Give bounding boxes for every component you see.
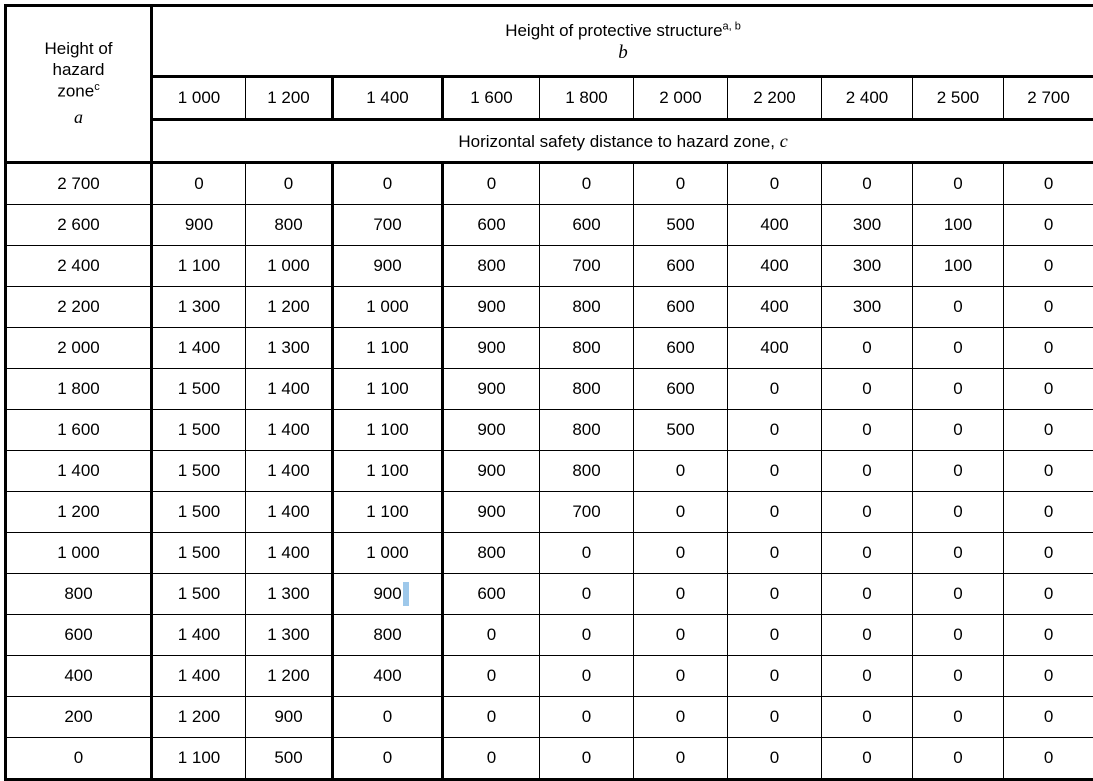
data-cell[interactable]: 900: [443, 328, 540, 369]
table-row: [6, 656, 1093, 697]
data-cell[interactable]: 100: [913, 246, 1004, 287]
data-cell[interactable]: 0: [634, 163, 728, 205]
data-cell[interactable]: 0: [822, 328, 913, 369]
column-header-2: 1 400: [333, 77, 443, 120]
data-cell[interactable]: 0: [728, 369, 822, 410]
data-cell[interactable]: 1 100: [333, 492, 443, 533]
data-cell[interactable]: 1 400: [246, 369, 333, 410]
table-row: [6, 163, 1093, 205]
data-cell[interactable]: 0: [913, 615, 1004, 656]
data-cell[interactable]: 1 500: [152, 369, 246, 410]
data-cell[interactable]: 500: [634, 205, 728, 246]
data-cell[interactable]: 0: [728, 410, 822, 451]
table-row: [6, 246, 1093, 287]
safety-distance-table-container: [0, 4, 1093, 737]
data-cell[interactable]: 1 100: [152, 738, 246, 780]
data-cell[interactable]: 1 100: [333, 328, 443, 369]
row-header-cell: 1 200: [6, 492, 152, 533]
data-cell[interactable]: 400: [728, 287, 822, 328]
data-cell[interactable]: 0: [634, 492, 728, 533]
data-cell[interactable]: 300: [822, 205, 913, 246]
data-cell[interactable]: 0: [728, 697, 822, 738]
data-cell[interactable]: 0: [1004, 656, 1093, 697]
data-cell[interactable]: 400: [728, 205, 822, 246]
row-axis-header-line3: zone: [57, 81, 94, 100]
row-header-cell: 1 400: [6, 451, 152, 492]
data-cell[interactable]: 0: [1004, 369, 1093, 410]
data-cell[interactable]: 900: [443, 492, 540, 533]
data-cell[interactable]: 0: [1004, 492, 1093, 533]
data-cell[interactable]: 800: [246, 205, 333, 246]
data-cell[interactable]: 1 400: [246, 492, 333, 533]
data-cell[interactable]: 700: [333, 205, 443, 246]
data-cell[interactable]: 900: [333, 246, 443, 287]
data-cell[interactable]: 0: [1004, 287, 1093, 328]
row-header-cell: 0: [6, 738, 152, 780]
data-cell[interactable]: 700: [540, 246, 634, 287]
data-cell[interactable]: 1 100: [333, 410, 443, 451]
data-cell[interactable]: 1 500: [152, 574, 246, 615]
data-cell[interactable]: 0: [913, 369, 1004, 410]
data-cell[interactable]: 0: [728, 163, 822, 205]
data-cell[interactable]: 0: [443, 738, 540, 780]
column-header-4: 1 800: [540, 77, 634, 120]
data-cell[interactable]: 0: [822, 163, 913, 205]
data-cell[interactable]: 600: [443, 574, 540, 615]
data-cell[interactable]: 0: [913, 328, 1004, 369]
data-cell[interactable]: 0: [634, 656, 728, 697]
data-cell[interactable]: 600: [443, 205, 540, 246]
data-cell[interactable]: 900: [443, 451, 540, 492]
data-cell[interactable]: 1 500: [152, 451, 246, 492]
data-cell[interactable]: 1 400: [152, 328, 246, 369]
data-cell[interactable]: 0: [728, 492, 822, 533]
column-header-9: 2 700: [1004, 77, 1093, 120]
data-cell[interactable]: 1 500: [152, 410, 246, 451]
data-cell[interactable]: 0: [822, 738, 913, 780]
row-header-cell: 2 400: [6, 246, 152, 287]
data-cell[interactable]: 400: [728, 246, 822, 287]
data-cell[interactable]: 600: [540, 205, 634, 246]
table-row: [6, 369, 1093, 410]
data-cell[interactable]: 0: [634, 697, 728, 738]
row-axis-header-line2: hazard: [53, 60, 105, 79]
data-cell[interactable]: 0: [1004, 738, 1093, 780]
data-cell[interactable]: 0: [540, 574, 634, 615]
data-cell[interactable]: 800: [540, 410, 634, 451]
data-cell[interactable]: 0: [728, 656, 822, 697]
data-cell[interactable]: 0: [540, 697, 634, 738]
data-cell[interactable]: 800: [540, 451, 634, 492]
data-cell[interactable]: 0: [913, 492, 1004, 533]
data-cell[interactable]: 0: [152, 163, 246, 205]
data-cell[interactable]: 0: [634, 738, 728, 780]
data-cell[interactable]: 0: [913, 533, 1004, 574]
data-cell[interactable]: 1 500: [152, 533, 246, 574]
column-header-0: 1 000: [152, 77, 246, 120]
data-cell[interactable]: 0: [634, 615, 728, 656]
table-row: [6, 328, 1093, 369]
data-cell[interactable]: 900: [152, 205, 246, 246]
data-cell[interactable]: 0: [1004, 163, 1093, 205]
table-row: [6, 451, 1093, 492]
data-cell[interactable]: 0: [822, 574, 913, 615]
data-cell[interactable]: 0: [1004, 533, 1093, 574]
data-cell[interactable]: 0: [540, 738, 634, 780]
column-header-7: 2 400: [822, 77, 913, 120]
data-cell[interactable]: 0: [822, 410, 913, 451]
data-cell[interactable]: 600: [634, 246, 728, 287]
data-cell[interactable]: 800: [540, 328, 634, 369]
data-cell[interactable]: 1 000: [246, 246, 333, 287]
table-row: [6, 205, 1093, 246]
data-cell[interactable]: 0: [1004, 205, 1093, 246]
data-cell[interactable]: 0: [822, 697, 913, 738]
data-cell[interactable]: 1 300: [246, 574, 333, 615]
data-cell[interactable]: 0: [913, 410, 1004, 451]
data-cell[interactable]: 0: [913, 163, 1004, 205]
data-cell[interactable]: 0: [540, 656, 634, 697]
table-row: [6, 287, 1093, 328]
measure-subheader-symbol: c: [780, 131, 788, 151]
data-cell[interactable]: 0: [822, 533, 913, 574]
data-cell[interactable]: 0: [1004, 246, 1093, 287]
data-cell[interactable]: 0: [728, 533, 822, 574]
data-cell[interactable]: 0: [1004, 451, 1093, 492]
data-cell[interactable]: 800: [443, 533, 540, 574]
row-header-cell: 400: [6, 656, 152, 697]
table-row: [6, 697, 1093, 738]
data-cell[interactable]: 0: [913, 656, 1004, 697]
data-cell[interactable]: 0: [634, 533, 728, 574]
data-cell[interactable]: 800: [443, 246, 540, 287]
data-cell[interactable]: 0: [540, 533, 634, 574]
data-cell[interactable]: 0: [728, 451, 822, 492]
data-cell[interactable]: 0: [913, 738, 1004, 780]
row-header-cell: 2 000: [6, 328, 152, 369]
safety-distance-table: [4, 4, 1093, 781]
data-cell[interactable]: 800: [540, 287, 634, 328]
table-row: [6, 410, 1093, 451]
row-header-cell: 2 600: [6, 205, 152, 246]
data-cell[interactable]: 900: [246, 697, 333, 738]
data-cell[interactable]: 0: [1004, 328, 1093, 369]
row-axis-header-line1: Height of: [44, 39, 112, 58]
data-cell[interactable]: 0: [822, 451, 913, 492]
table-row: [6, 574, 1093, 615]
table-row: [6, 738, 1093, 780]
column-group-symbol: b: [153, 43, 1093, 62]
data-cell[interactable]: 0: [333, 163, 443, 205]
data-cell[interactable]: 300: [822, 246, 913, 287]
data-cell[interactable]: 0: [443, 615, 540, 656]
table-row: [6, 533, 1093, 574]
data-cell[interactable]: 0: [913, 697, 1004, 738]
header-row-subtitle: [6, 120, 1093, 163]
column-group-title: Height of protective structure: [505, 21, 722, 40]
data-cell[interactable]: 1 200: [246, 287, 333, 328]
column-group-footnote-marker: a, b: [723, 21, 741, 33]
data-cell[interactable]: 0: [728, 615, 822, 656]
data-cell[interactable]: 900: [443, 410, 540, 451]
table-row: [6, 492, 1093, 533]
data-cell[interactable]: 1 400: [246, 533, 333, 574]
data-cell[interactable]: 400: [333, 656, 443, 697]
data-cell[interactable]: 1 400: [246, 451, 333, 492]
row-axis-header: [6, 6, 152, 163]
data-cell[interactable]: 0: [913, 287, 1004, 328]
row-header-cell: 2 700: [6, 163, 152, 205]
data-cell[interactable]: 0: [443, 697, 540, 738]
data-cell[interactable]: 1 400: [152, 615, 246, 656]
data-cell[interactable]: 0: [1004, 574, 1093, 615]
data-cell[interactable]: 0: [822, 492, 913, 533]
data-cell[interactable]: 800: [333, 615, 443, 656]
data-cell[interactable]: 0: [822, 656, 913, 697]
data-cell[interactable]: 0: [822, 369, 913, 410]
data-cell[interactable]: 500: [634, 410, 728, 451]
data-cell[interactable]: 500: [246, 738, 333, 780]
header-row-columns: [6, 77, 1093, 120]
measure-subheader: [152, 120, 1093, 163]
data-cell[interactable]: 1 200: [152, 697, 246, 738]
row-header-cell: 800: [6, 574, 152, 615]
data-cell[interactable]: 1 300: [152, 287, 246, 328]
data-cell[interactable]: 0: [1004, 615, 1093, 656]
data-cell[interactable]: 1 300: [246, 615, 333, 656]
data-cell[interactable]: 800: [540, 369, 634, 410]
data-cell[interactable]: 1 000: [333, 287, 443, 328]
data-cell[interactable]: 0: [333, 738, 443, 780]
data-cell[interactable]: 0: [728, 574, 822, 615]
data-cell[interactable]: 300: [822, 287, 913, 328]
row-axis-footnote-marker: c: [94, 81, 100, 93]
data-cell[interactable]: 600: [634, 287, 728, 328]
data-cell[interactable]: 100: [913, 205, 1004, 246]
column-header-5: 2 000: [634, 77, 728, 120]
data-cell[interactable]: 1 000: [333, 533, 443, 574]
data-cell[interactable]: 1 100: [152, 246, 246, 287]
data-cell[interactable]: 1 100: [333, 369, 443, 410]
data-cell[interactable]: 1 500: [152, 492, 246, 533]
row-header-cell: 2 200: [6, 287, 152, 328]
data-cell[interactable]: 0: [822, 615, 913, 656]
data-cell[interactable]: 1 100: [333, 451, 443, 492]
data-cell[interactable]: 0: [913, 574, 1004, 615]
data-cell[interactable]: 0: [540, 163, 634, 205]
column-header-8: 2 500: [913, 77, 1004, 120]
data-cell[interactable]: 0: [1004, 410, 1093, 451]
data-cell[interactable]: 0: [443, 163, 540, 205]
table-body: [6, 163, 1093, 780]
data-cell[interactable]: 0: [333, 697, 443, 738]
data-cell[interactable]: 1 400: [246, 410, 333, 451]
data-cell[interactable]: 700: [540, 492, 634, 533]
data-cell[interactable]: 1 200: [246, 656, 333, 697]
data-cell[interactable]: 600: [634, 369, 728, 410]
header-row-title: [6, 6, 1093, 77]
data-cell[interactable]: 0: [540, 615, 634, 656]
data-cell[interactable]: 0: [246, 163, 333, 205]
data-cell[interactable]: 0: [443, 656, 540, 697]
data-cell[interactable]: 1 300: [246, 328, 333, 369]
data-cell[interactable]: 900: [333, 574, 443, 615]
data-cell[interactable]: 900: [443, 287, 540, 328]
data-cell[interactable]: 0: [728, 738, 822, 780]
data-cell[interactable]: 1 400: [152, 656, 246, 697]
data-cell[interactable]: 0: [913, 451, 1004, 492]
column-group-header: [152, 6, 1093, 77]
column-header-1: 1 200: [246, 77, 333, 120]
row-header-cell: 1 600: [6, 410, 152, 451]
data-cell[interactable]: 900: [443, 369, 540, 410]
row-header-cell: 600: [6, 615, 152, 656]
measure-subheader-text: Horizontal safety distance to hazard zone,: [458, 132, 775, 151]
table-row: [6, 615, 1093, 656]
data-cell[interactable]: 0: [634, 574, 728, 615]
table-header: [6, 6, 1093, 163]
column-header-3: 1 600: [443, 77, 540, 120]
row-header-cell: 1 800: [6, 369, 152, 410]
column-header-6: 2 200: [728, 77, 822, 120]
row-header-cell: 200: [6, 697, 152, 738]
row-header-cell: 1 000: [6, 533, 152, 574]
data-cell[interactable]: 0: [634, 451, 728, 492]
data-cell[interactable]: 0: [1004, 697, 1093, 738]
data-cell[interactable]: 400: [728, 328, 822, 369]
data-cell[interactable]: 600: [634, 328, 728, 369]
row-axis-symbol: a: [7, 107, 150, 129]
